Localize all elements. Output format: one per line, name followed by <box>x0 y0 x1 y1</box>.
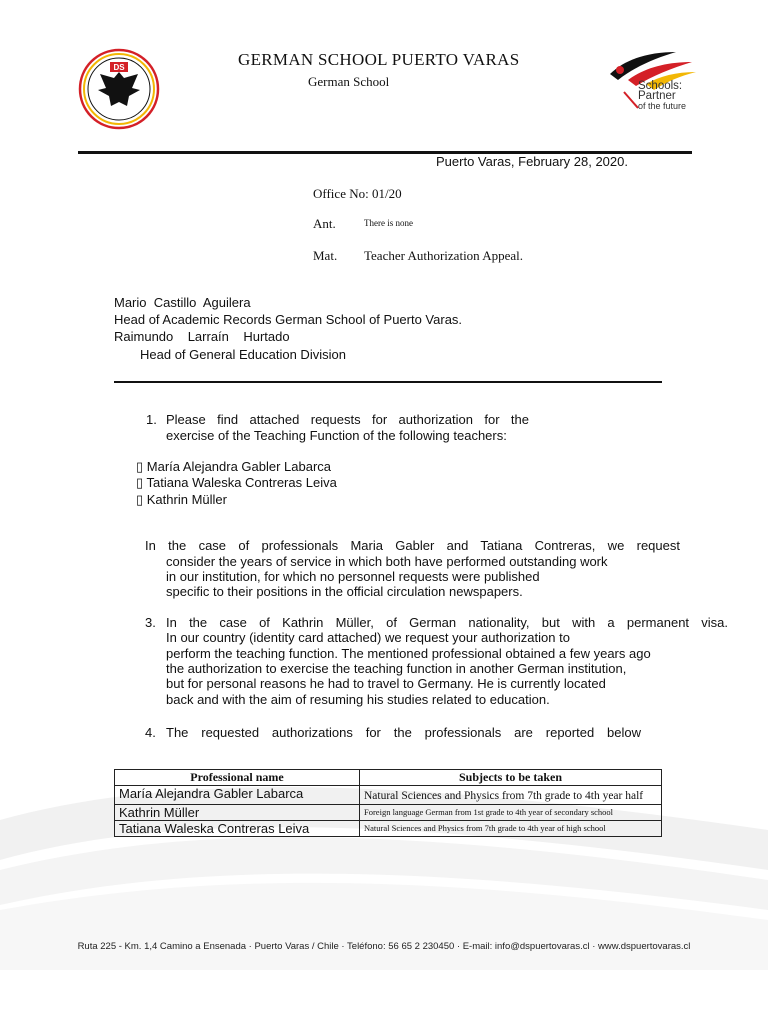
subjects-cell: Foreign language German from 1st grade to 4th year of secondary school <box>360 805 662 821</box>
item-1-line-2: exercise of the Teaching Function of the following teachers: <box>166 428 507 443</box>
footer-contact-info: Ruta 225 - Km. 1,4 Camino a Ensenada · Puerto Varas / Chile · Teléfono: 56 65 2 230450 · E-mail: info@dspuertovaras.cl · www.dspuertovaras.cl <box>77 941 691 952</box>
school-subtitle: German School <box>308 74 390 89</box>
item-4-number: 4. <box>145 725 156 740</box>
item-3-line-2: In our country (identity card attached) we request your authorization to <box>166 630 570 645</box>
item-3-number: 3. <box>145 615 156 630</box>
table-row <box>115 805 662 821</box>
mat-value: Teacher Authorization Appeal. <box>364 248 524 263</box>
item-3-line-5: but for personal reasons he had to travel to Germany. He is currently located <box>166 676 606 691</box>
addressee-name-2: Raimundo Larraín Hurtado <box>114 329 290 344</box>
addressee-title-1: Head of Academic Records German School of Puerto Varas. <box>114 312 463 327</box>
paragraph-2-line-2: consider the years of service in which both have performed outstanding work <box>166 554 608 569</box>
paragraph-2-line-4: specific to their positions in the official circulation newspapers. <box>166 584 523 599</box>
bullet-icon: ▯ <box>136 492 147 507</box>
paragraph-2-line-1: In the case of professionals Maria Gabler and Tatiana Contreras, we request <box>145 538 680 553</box>
paragraph-2-line-3: in our institution, for which no personnel requests were published <box>166 569 540 584</box>
mat-label: Mat. <box>313 248 338 263</box>
table-row <box>115 786 662 805</box>
partner-line-3: of the future <box>638 101 687 111</box>
professional-name-cell: María Alejandra Gabler Labarca <box>115 786 360 805</box>
letter-date: Puerto Varas, February 28, 2020. <box>436 154 628 169</box>
item-3-line-4: the authorization to exercise the teaching function in another German institution, <box>166 661 627 676</box>
table-row <box>115 821 662 837</box>
office-number: Office No: 01/20 <box>313 186 402 201</box>
school-name: GERMAN SCHOOL PUERTO VARAS <box>238 50 520 69</box>
addressee-name-1: Mario Castillo Aguilera <box>114 295 251 310</box>
column-header-name: Professional name <box>115 770 360 786</box>
subjects-cell: Natural Sciences and Physics from 7th grade to 4th year half <box>360 786 662 805</box>
teacher-name: María Alejandra Gabler Labarca <box>146 459 332 474</box>
svg-text:DS: DS <box>113 63 125 72</box>
teacher-name: Tatiana Waleska Contreras Leiva <box>146 475 337 490</box>
partner-slogan <box>638 81 686 111</box>
item-3-line-3: perform the teaching function. The mentioned professional obtained a few years ago <box>166 646 651 661</box>
section-divider <box>114 381 662 383</box>
bullet-icon: ▯ <box>136 459 147 474</box>
professional-name-cell: Tatiana Waleska Contreras Leiva <box>115 821 360 837</box>
teacher-list-item <box>136 475 337 491</box>
ant-value: There is none <box>364 218 413 228</box>
teacher-name: Kathrin Müller <box>146 492 227 507</box>
table-header-row <box>115 770 662 786</box>
teacher-list-item <box>136 492 227 508</box>
authorizations-table <box>114 769 662 837</box>
bullet-icon: ▯ <box>136 475 147 490</box>
addressee-title-2: Head of General Education Division <box>140 347 346 362</box>
subjects-cell: Natural Sciences and Physics from 7th grade to 4th year of high school <box>360 821 662 837</box>
item-3-line-1: In the case of Kathrin Müller, of German nationality, but with a permanent visa. <box>166 615 728 630</box>
school-crest-logo <box>78 48 160 130</box>
teacher-list-item <box>136 459 331 475</box>
item-1-number: 1. <box>146 412 157 427</box>
item-1-line-1: Please find attached requests for authorization for the <box>166 412 529 427</box>
partner-line-2: Partner <box>638 90 676 102</box>
item-3-line-6: back and with the aim of resuming his studies related to education. <box>166 692 550 707</box>
partner-line-1: Schools: <box>638 80 683 92</box>
column-header-subjects: Subjects to be taken <box>360 770 662 786</box>
item-4-text: The requested authorizations for the professionals are reported below <box>166 725 641 740</box>
professional-name-cell: Kathrin Müller <box>115 805 360 821</box>
ant-label: Ant. <box>313 216 336 231</box>
